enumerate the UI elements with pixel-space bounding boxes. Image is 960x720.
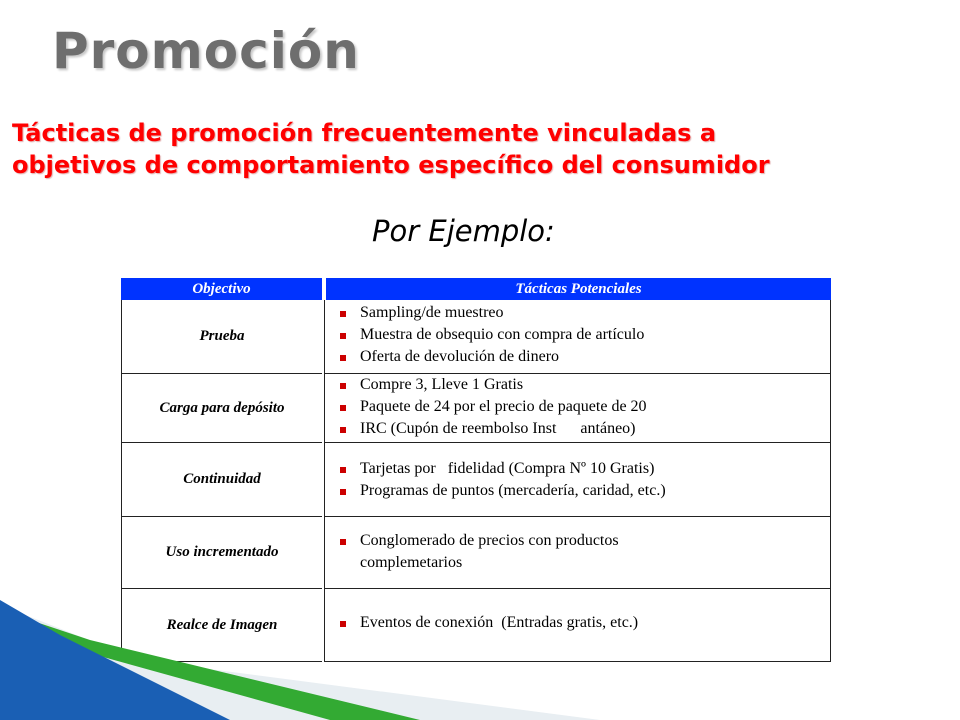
example-label: Por Ejemplo:: [372, 214, 555, 248]
tactic-item: Paquete de 24 por el precio de paquete de 20: [340, 396, 830, 418]
objective-cell: Realce de Imagen: [121, 589, 322, 662]
tactics-cell: [324, 443, 831, 517]
table-row: [121, 517, 831, 589]
tactic-item: Oferta de devolución de dinero: [340, 346, 830, 368]
tactics-cell: [324, 300, 831, 374]
table-row: [121, 443, 831, 517]
bullet-icon: [340, 333, 346, 339]
bullet-icon: [340, 311, 346, 317]
tactic-item: IRC (Cupón de reembolso Inst antáneo): [340, 418, 830, 440]
table-row: [121, 300, 831, 374]
corner-decoration: [0, 600, 960, 720]
tactic-item: Compre 3, Lleve 1 Gratis: [340, 374, 830, 396]
header-objective: Objectivo: [121, 278, 322, 300]
bullet-icon: [340, 427, 346, 433]
subtitle-line-1: Tácticas de promoción frecuentemente vinculadas a: [12, 119, 717, 147]
tactics-cell: [324, 517, 831, 589]
tactic-item: Sampling/de muestreo: [340, 302, 830, 324]
tactic-item: Tarjetas por fidelidad (Compra Nº 10 Gratis): [340, 458, 830, 480]
slide-subtitle: [12, 117, 952, 181]
objective-cell: Prueba: [121, 300, 322, 374]
tactic-item: Conglomerado de precios con productos complemetarios: [340, 530, 720, 574]
objective-cell: Uso incrementado: [121, 517, 322, 589]
bullet-icon: [340, 489, 346, 495]
tactic-item: Muestra de obsequio con compra de artículo: [340, 324, 830, 346]
bullet-icon: [340, 467, 346, 473]
subtitle-line-2: objetivos de comportamiento específico del consumidor: [12, 151, 770, 179]
bullet-icon: [340, 383, 346, 389]
slide-title: Promoción: [52, 22, 360, 80]
objective-cell: Continuidad: [121, 443, 322, 517]
bullet-icon: [340, 539, 346, 545]
objective-cell: Carga para depósito: [121, 374, 322, 443]
bullet-icon: [340, 405, 346, 411]
header-tactics: Tácticas Potenciales: [326, 278, 831, 300]
table-row: [121, 374, 831, 443]
tactic-item: Eventos de conexión (Entradas gratis, etc.): [340, 612, 830, 634]
tactic-item: Programas de puntos (mercadería, caridad, etc.): [340, 480, 830, 502]
bullet-icon: [340, 355, 346, 361]
tactics-cell: [324, 374, 831, 443]
